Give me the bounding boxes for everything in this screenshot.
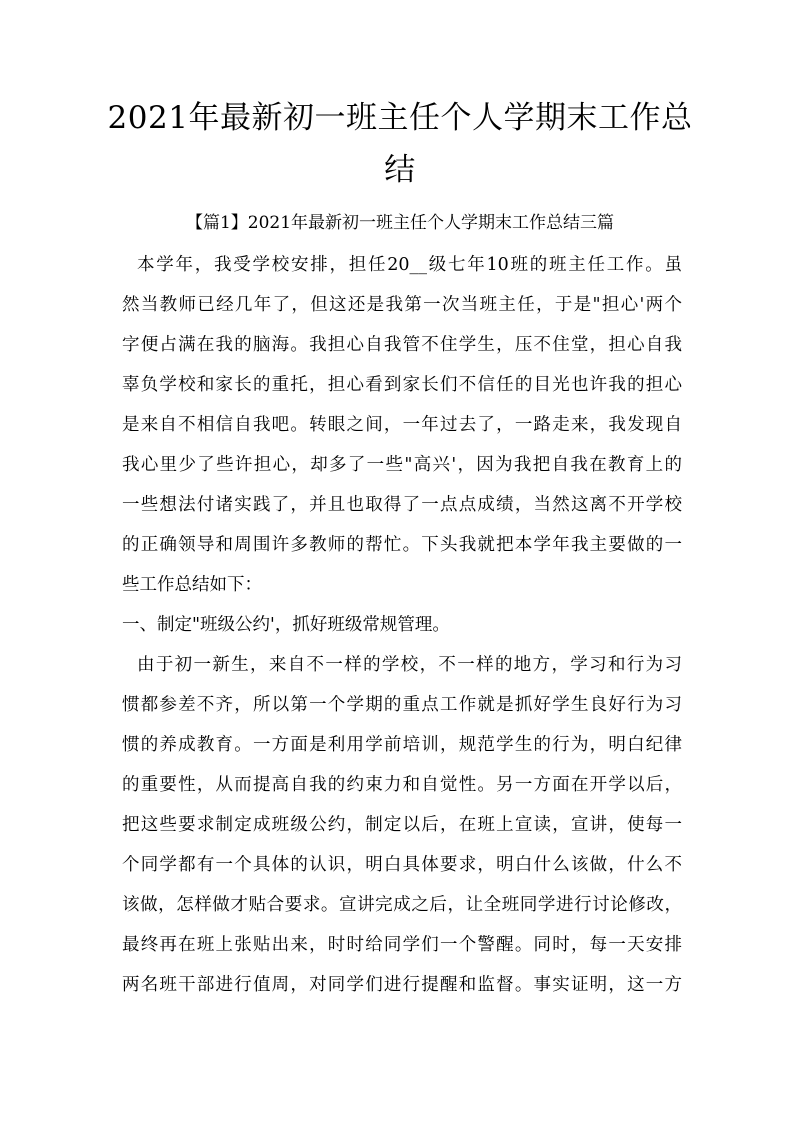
paragraph-line: 一些想法付诸实践了，并且也取得了一点点成绩，当然这离不开学校 xyxy=(122,495,682,515)
paragraph-line: 个同学都有一个具体的认识，明白具体要求，明白什么该做，什么不 xyxy=(122,855,682,875)
paragraph-line: 辜负学校和家长的重托，担心看到家长们不信任的目光也许我的担心 xyxy=(122,375,682,395)
section-subtitle: 【篇1】2021年最新初一班主任个人学期末工作总结三篇 xyxy=(185,213,615,233)
paragraph-line: 惯的养成教育。一方面是利用学前培训，规范学生的行为，明白纪律 xyxy=(122,735,682,755)
paragraph-line: 把这些要求制定成班级公约，制定以后，在班上宣读，宣讲，使每一 xyxy=(122,815,682,835)
paragraph-line: 的正确领导和周围许多教师的帮忙。下头我就把本学年我主要做的一 xyxy=(122,535,682,555)
paragraph-line: 我心里少了些许担心，却多了一些"高兴'，因为我把自我在教育上的 xyxy=(122,455,682,475)
paragraph-line: 该做，怎样做才贴合要求。宣讲完成之后，让全班同学进行讨论修改， xyxy=(122,895,682,915)
paragraph-line: 本学年，我受学校安排，担任20__级七年10班的班主任工作。虽 xyxy=(137,255,682,275)
paragraph-line: 然当教师已经几年了，但这还是我第一次当班主任，于是"担心'两个 xyxy=(122,295,682,315)
document-title xyxy=(100,92,700,196)
paragraph-line: 是来自不相信自我吧。转眼之间，一年过去了，一路走来，我发现自 xyxy=(122,415,682,435)
paragraph-line: 由于初一新生，来自不一样的学校，不一样的地方，学习和行为习 xyxy=(137,655,682,675)
paragraph-line: 字便占满在我的脑海。我担心自我管不住学生，压不住堂，担心自我 xyxy=(122,335,682,355)
paragraph-line: 最终再在班上张贴出来，时时给同学们一个警醒。同时，每一天安排 xyxy=(122,935,682,955)
section-heading: 一、制定"班级公约'，抓好班级常规管理。 xyxy=(122,615,450,635)
paragraph-line: 些工作总结如下： xyxy=(122,575,262,595)
paragraph-line: 的重要性，从而提高自我的约束力和自觉性。另一方面在开学以后， xyxy=(122,775,682,795)
title-line-1: 2021年最新初一班主任个人学期末工作总 xyxy=(107,100,693,136)
paragraph-line: 两名班干部进行值周，对同学们进行提醒和监督。事实证明，这一方 xyxy=(122,975,682,995)
title-line-2: 结 xyxy=(384,152,416,188)
paragraph-line: 惯都参差不齐，所以第一个学期的重点工作就是抓好学生良好行为习 xyxy=(122,695,682,715)
